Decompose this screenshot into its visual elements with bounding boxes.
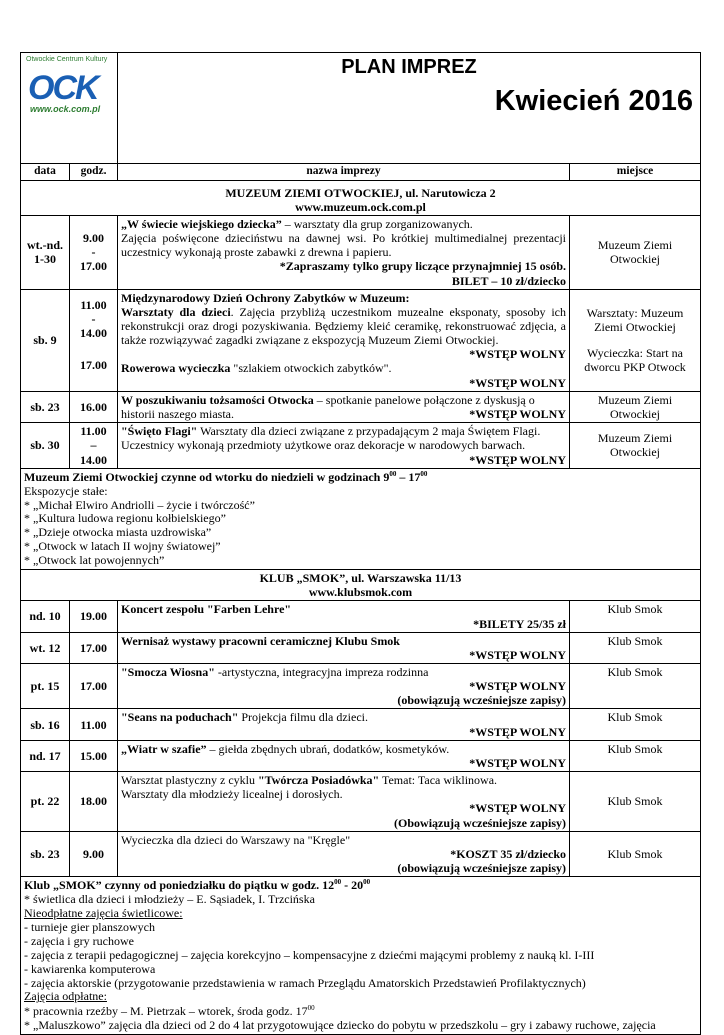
smok-event-6: [21, 772, 701, 832]
event-place: Klub Smok: [570, 740, 701, 771]
smok-event-2: [21, 632, 701, 663]
col-time: godz.: [70, 164, 118, 181]
event-date: wt.-nd. 1-30: [21, 215, 70, 289]
event-date: sb. 9: [21, 289, 70, 391]
event-date: wt. 12: [21, 632, 70, 663]
event-description: "Seans na poduchach" Projekcja filmu dla dzieci. *WSTĘP WOLNY: [118, 709, 570, 740]
event-time: 11.00 – 14.00: [70, 423, 118, 468]
museum-info: Muzeum Ziemi Otwockiej czynne od wtorku do niedzieli w godzinach $9^{00} - 17^{00}$ Ekspozycje stałe: * „Michał Elwiro Andriolli – życie i twórczość” * „Kultura ludowa regionu kołbielskiego” * „Dzieje otwocka miasta uzdrowiska” * „Otwock w latach II wojny światowej” * „Otwock lat powojennych”: [21, 468, 701, 569]
event-description: "Smocza Wiosna" -artystyczna, integracyjna impreza rodzinna *WSTĘP WOLNY (obowiązują wcześniejsze zapisy): [118, 663, 570, 708]
museum-heading: MUZEUM ZIEMI OTWOCKIEJ, ul. Narutowicza 2: [225, 185, 496, 200]
list-item: - zajęcia i gry ruchowe: [24, 933, 134, 948]
event-description: Międzynarodowy Dzień Ochrony Zabytków w Muzeum: Warsztaty dla dzieci. Zajęcia przybliżą uczestnikom muzealne eksponaty, sposoby ich rekonstrukcji oraz drogi pozyskiwania. Będziemy kleić ceramikę, rekonstruować zdjęcia, a także rozwiązywać zagadki związane z ekspozycją Muzeum Ziemi Otwockiej. *WSTĘP WOLNY Rowerowa wycieczka "szlakiem otwockich zabytków". *WSTĘP WOLNY: [118, 289, 570, 391]
list-item: - turnieje gier planszowych: [24, 919, 155, 934]
museum-event-4: [21, 423, 701, 468]
event-description: Warsztat plastyczny z cyklu "Twórcza Posiadówka" Temat: Taca wiklinowa. Warsztaty dla młodzieży licealnej i dorosłych. *WSTĘP WOLNY (Obowiązują wcześniejsze zapisy): [118, 772, 570, 832]
exhibition-list: [24, 499, 697, 569]
event-time: 17.00: [70, 663, 118, 708]
museum-url: www.muzeum.ock.com.pl: [295, 199, 426, 214]
smok-event-3: [21, 663, 701, 708]
event-place: Klub Smok: [570, 663, 701, 708]
logo-url: www.ock.com.pl: [30, 104, 101, 114]
event-time: 11.00 - 14.00 17.00: [70, 289, 118, 391]
list-item: * „Otwock w latach II wojny światowej”: [24, 539, 221, 554]
event-place: Muzeum Ziemi Otwockiej: [570, 215, 701, 289]
list-item: * „Otwock lat powojennych”: [24, 553, 165, 568]
event-place: Klub Smok: [570, 601, 701, 632]
smok-heading: KLUB „SMOK”, ul. Warszawska 11/13: [259, 571, 462, 586]
event-description: „W świecie wiejskiego dziecka” – warsztaty dla grup zorganizowanych. Zajęcia poświęcone dzieciństwu na dawnej wsi. Po krótkiej multimedialnej prezentacji uczestnicy wykonają proste zabawki z drewna i papieru. *Zapraszamy tylko grupy liczące przynajmniej 15 osób. BILET – 10 zł/dziecko: [118, 215, 570, 289]
event-time: 17.00: [70, 632, 118, 663]
event-date: sb. 30: [21, 423, 70, 468]
event-time: 9.00 - 17.00: [70, 215, 118, 289]
logo-caption: Otwockie Centrum Kultury: [26, 56, 108, 63]
museum-section-header: [21, 180, 701, 215]
month-title: Kwiecień 2016: [494, 84, 694, 117]
event-time: 16.00: [70, 391, 118, 422]
museum-event-3: [21, 391, 701, 422]
event-place: Warsztaty: Muzeum Ziemi Otwockiej Wycieczka: Start na dworcu PKP Otwock: [570, 289, 701, 391]
event-description: "Święto Flagi" Warsztaty dla dzieci związane z przypadającym 2 maja Świętem Flagi. Uczestnicy wykonają przedmioty użytkowe oraz dekoracje w narodowych barwach. *WSTĘP WOLNY: [118, 423, 570, 468]
list-item: - zajęcia z terapii pedagogicznej – zajęcia korekcyjno – kompensacyjne z dziećmi mającymi problemy z nauką kl. I-III: [24, 947, 595, 962]
smok-event-5: [21, 740, 701, 771]
event-date: pt. 15: [21, 663, 70, 708]
logo-cell: [21, 53, 118, 164]
event-place: Klub Smok: [570, 831, 701, 876]
smok-event-7: [21, 831, 701, 876]
free-activities-list: [24, 921, 697, 991]
event-place: Muzeum Ziemi Otwockiej: [570, 423, 701, 468]
event-date: sb. 16: [21, 709, 70, 740]
logo-mark: OCK: [28, 69, 98, 107]
ock-logo: [24, 54, 114, 154]
event-place: Muzeum Ziemi Otwockiej: [570, 391, 701, 422]
museum-event-1: [21, 215, 701, 289]
event-description: Wycieczka dla dzieci do Warszawy na "Kręgle" *KOSZT 35 zł/dziecko (obowiązują wcześniejsze zapisy): [118, 831, 570, 876]
event-description: W poszukiwaniu tożsamości Otwocka – spotkanie panelowe połączone z dyskusją o historii naszego miasta. *WSTĘP WOLNY: [118, 391, 570, 422]
col-date: data: [21, 164, 70, 181]
event-description: Wernisaż wystawy pracowni ceramicznej Klubu Smok *WSTĘP WOLNY: [118, 632, 570, 663]
event-place: Klub Smok: [570, 709, 701, 740]
title-cell: [118, 53, 701, 164]
smok-url: www.klubsmok.com: [308, 585, 413, 600]
list-item: * „Dzieje otwocka miasta uzdrowiska”: [24, 525, 212, 540]
page-title: PLAN IMPREZ: [341, 56, 477, 78]
smok-event-4: [21, 709, 701, 740]
list-item: * „Michał Elwiro Andriolli – życie i twórczość”: [24, 497, 255, 512]
event-time: 18.00: [70, 772, 118, 832]
event-date: pt. 22: [21, 772, 70, 832]
event-time: 11.00: [70, 709, 118, 740]
list-item: - kawiarenka komputerowa: [24, 961, 156, 976]
event-place: Klub Smok: [570, 632, 701, 663]
event-date: sb. 23: [21, 831, 70, 876]
event-time: 15.00: [70, 740, 118, 771]
event-time: 9.00: [70, 831, 118, 876]
col-place: miejsce: [570, 164, 701, 181]
col-name: nazwa imprezy: [118, 164, 570, 181]
museum-event-2: [21, 289, 701, 391]
event-date: nd. 10: [21, 601, 70, 632]
smok-info: Klub „SMOK” czynny od poniedziałku do piątku w godz. $12^{00} - 20^{00}$ * świetlica dla dzieci i młodzieży – E. Sąsiadek, I. Trzcińska Nieodpłatne zajęcia świetlicowe: - turnieje gier planszowych - zajęcia i gry ruchowe - zajęcia z terapii pedagogicznej – zajęcia korekcyjno – kompensacyjne z dziećmi mającymi problemy z nauką kl. I-III - kawiarenka komputerowa - zajęcia aktorskie (przygotowanie przedstawienia w ramach Przeglądu Amatorskich Przedstawień Profilaktycznych) Zajęcia odpłatne: * pracownia rzeźby – M. Pietrzak – wtorek, środa godz. $17^{00}$ * „Maluszkowo” zajęcia dla dzieci od 2 do 4 lat przygotowujące dziecko do pobytu w przedszkolu – gry i zabawy ruchowe, zajęcia: [21, 877, 701, 1035]
column-headers: [21, 164, 701, 181]
event-date: nd. 17: [21, 740, 70, 771]
smok-event-1: [21, 601, 701, 632]
smok-section-header: [21, 570, 701, 601]
event-date: sb. 23: [21, 391, 70, 422]
event-time: 19.00: [70, 601, 118, 632]
list-item: - zajęcia aktorskie (przygotowanie przedstawienia w ramach Przeglądu Amatorskich Przedstawień Profilaktycznych): [24, 975, 586, 990]
event-table: [20, 52, 701, 1035]
list-item: * „Kultura ludowa regionu kołbielskiego”: [24, 511, 226, 526]
event-description: Koncert zespołu "Farben Lehre" *BILETY 25/35 zł: [118, 601, 570, 632]
event-description: „Wiatr w szafie” – giełda zbędnych ubrań, dodatków, kosmetyków. *WSTĘP WOLNY: [118, 740, 570, 771]
event-place: Klub Smok: [570, 772, 701, 832]
event-plan-document: [20, 52, 700, 1035]
